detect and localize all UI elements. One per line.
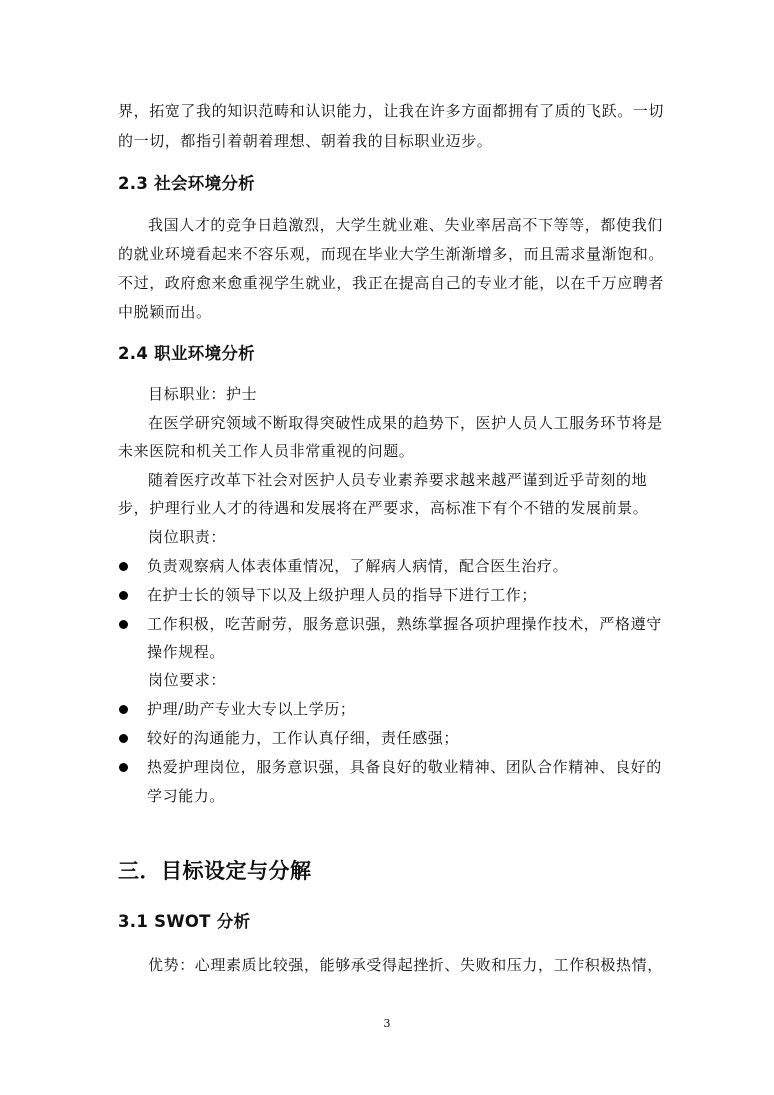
target-job-line: 目标职业：护士 [148, 385, 258, 403]
requirement-item: 较好的沟通能力，工作认真仔细，责任感强； [147, 729, 460, 747]
requirement-item: 热爱护理岗位，服务意识强，具备良好的敬业精神、团队合作精神、良好的 [147, 758, 662, 776]
paragraph-line: 在医学研究领域不断取得突破性成果的趋势下，医护人员人工服务环节将是 [148, 414, 663, 432]
section-heading-3-1: 3.1 SWOT 分析 [118, 912, 251, 931]
paragraph-line: 我国人才的竞争日趋激烈，大学生就业难、失业率居高不下等等，都使我们 [148, 216, 663, 234]
requirement-item: 护理/助产专业大专以上学历； [147, 700, 356, 718]
paragraph-line: 未来医院和机关工作人员非常重视的问题。 [118, 442, 415, 460]
paragraph-line: 随着医疗改革下社会对医护人员专业素养要求越来越严谨到近乎苛刻的地 [148, 471, 648, 489]
requirement-item-continuation: 学习能力。 [147, 787, 226, 805]
paragraph-line: 优势：心理素质比较强，能够承受得起挫折、失败和压力，工作积极热情， [148, 956, 663, 974]
requirements-label: 岗位要求： [148, 671, 227, 689]
bullet-dot [119, 763, 128, 772]
section-heading-2-3: 2.3 社会环境分析 [118, 174, 255, 193]
section-heading-2-4: 2.4 职业环境分析 [118, 344, 255, 363]
paragraph-line: 不过，政府愈来愈重视学生就业，我正在提高自己的专业才能，以在千万应聘者 [118, 274, 665, 292]
page-number: 3 [383, 1017, 391, 1030]
bullet-dot [119, 705, 128, 714]
bullet-dot [119, 620, 128, 629]
duties-label: 岗位职责： [148, 528, 227, 546]
bullet-dot [119, 734, 128, 743]
duty-item: 负责观察病人体表体重情况，了解病人病情，配合医生治疗。 [147, 557, 569, 575]
duty-item: 在护士长的领导下以及上级护理人员的指导下进行工作； [147, 586, 538, 604]
duty-item: 工作积极，吃苦耐劳，服务意识强，熟练掌握各项护理操作技术，严格遵守 [147, 615, 662, 633]
bullet-dot [119, 562, 128, 571]
paragraph-line: 中脱颖而出。 [118, 303, 212, 321]
paragraph-line: 界，拓宽了我的知识范畴和认识能力，让我在许多方面都拥有了质的飞跃。一切 [118, 102, 665, 120]
bullet-dot [119, 591, 128, 600]
paragraph-line: 的一切，都指引着朝着理想、朝着我的目标职业迈步。 [118, 132, 493, 150]
chapter-heading-3: 三．目标设定与分解 [118, 859, 312, 883]
duty-item-continuation: 操作规程。 [147, 643, 226, 661]
paragraph-line: 步，护理行业人才的待遇和发展将在严要求，高标准下有个不错的发展前景。 [118, 499, 649, 517]
paragraph-line: 的就业环境看起来不容乐观，而现在毕业大学生渐渐增多，而且需求量渐饱和。 [118, 245, 665, 263]
